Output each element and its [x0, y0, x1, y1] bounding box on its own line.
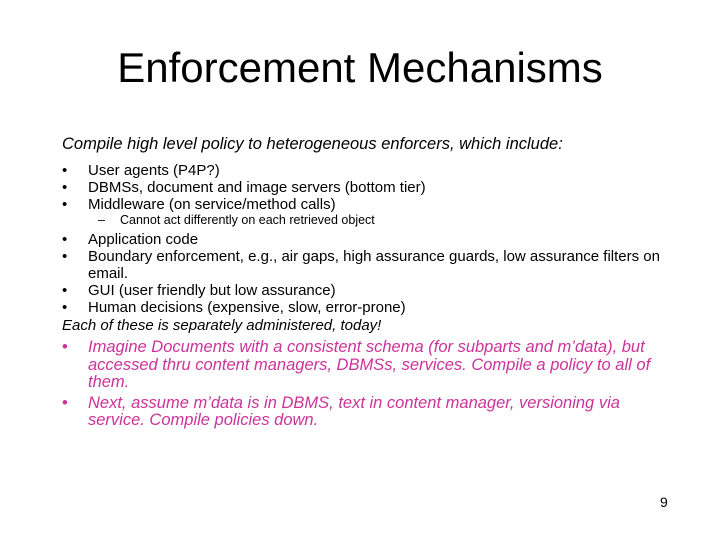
sub-bullet-text: Cannot act differently on each retrieved object — [120, 213, 375, 227]
highlight-bullet-text: Next, assume m’data is in DBMS, text in content manager, versioning via service. Compile policies down. — [88, 393, 620, 429]
bullet-icon: • — [62, 282, 68, 299]
highlight-bullet-text: Imagine Documents with a consistent schema (for subparts and m’data), but accessed thru content managers, DBMSs, services. Compile a policy to all of them. — [88, 338, 651, 391]
bullet-icon: • — [62, 162, 68, 179]
bullet-text: GUI (user friendly but low assurance) — [88, 282, 336, 299]
bullet-icon: • — [62, 231, 68, 248]
sub-bullet-item — [62, 213, 662, 228]
page-number: 9 — [660, 494, 668, 510]
bullet-icon: • — [62, 299, 68, 316]
highlight-bullet-item — [62, 339, 662, 392]
bullet-text: Human decisions (expensive, slow, error-prone) — [88, 299, 406, 316]
bullet-icon: • — [62, 338, 68, 356]
slide-title: Enforcement Mechanisms — [117, 44, 603, 91]
bullet-item — [62, 231, 662, 248]
bullet-item — [62, 282, 662, 299]
intro-text: Compile high level policy to heterogeneous enforcers, which include: — [62, 135, 563, 153]
bullet-text: Boundary enforcement, e.g., air gaps, high assurance guards, low assurance filters on email. — [88, 248, 660, 282]
highlight-bullet-item — [62, 395, 662, 430]
bullet-item — [62, 179, 662, 196]
bullet-icon: • — [62, 248, 68, 265]
bullet-text: Application code — [88, 231, 199, 248]
bullet-item — [62, 196, 662, 213]
bullet-icon: • — [62, 196, 68, 213]
bullet-item — [62, 248, 662, 282]
bullet-icon: • — [62, 393, 68, 412]
note-text: Each of these is separately administered, today! — [62, 317, 382, 334]
dash-icon: – — [98, 213, 105, 227]
slide-body — [62, 134, 662, 430]
bullet-text: User agents (P4P?) — [88, 162, 220, 179]
bullet-item — [62, 299, 662, 316]
bullet-text: Middleware (on service/method calls) — [88, 196, 336, 213]
bullet-text: DBMSs, document and image servers (bottom tier) — [88, 179, 426, 196]
bullet-item — [62, 162, 662, 179]
bullet-icon: • — [62, 179, 68, 196]
